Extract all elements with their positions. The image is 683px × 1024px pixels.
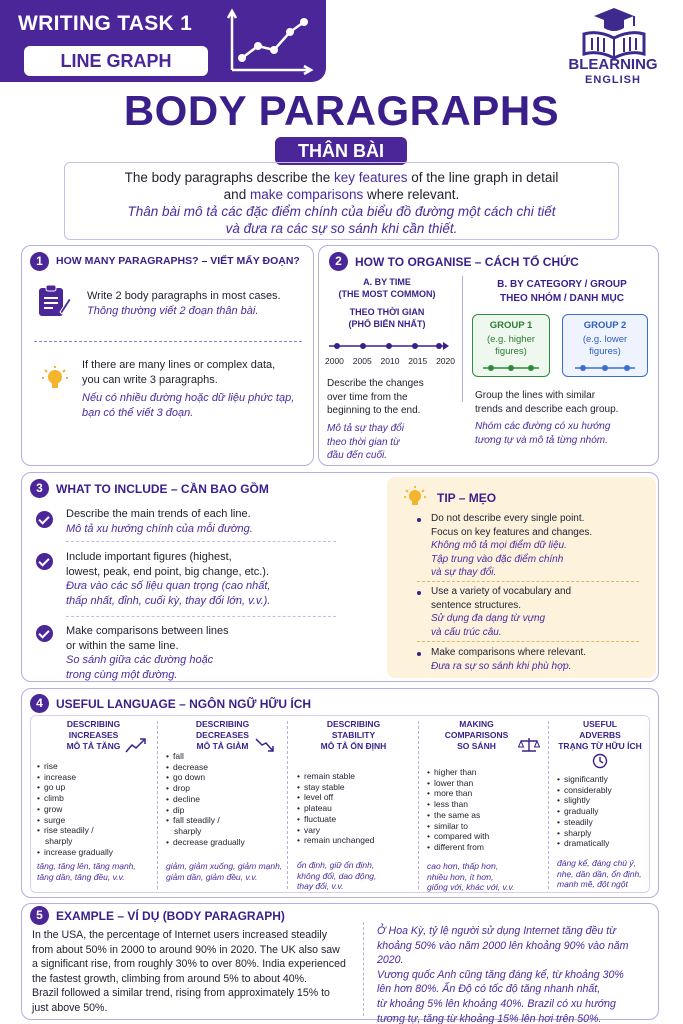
clipboard-pencil-icon	[36, 284, 72, 318]
word-list: • rise • increase • go up • climb • grow • surge • rise steadily / sharply • increase gradually	[37, 761, 113, 857]
intro-en-line1: The body paragraphs describe the key features of the line graph in detail	[124, 170, 559, 185]
tip-box	[387, 477, 656, 678]
word-list: • significantly • considerably • slightly • gradually • steadily • sharply • dramatically	[557, 774, 612, 849]
trend-up-icon	[125, 737, 147, 753]
section-title: HOW TO ORGANISE – CÁCH TỔ CHỨC	[355, 255, 579, 269]
tip-2: Use a variety of vocabulary and sentence structures. Sử dụng đa dạng từ vựng và cấu trúc câu.	[431, 586, 572, 638]
section-useful-language	[21, 688, 659, 898]
example-en: In the USA, the percentage of Internet users increased steadily from about 50% in 2000 to around 90% in 2020. The UK also saw a significant rise, from roughly 30% to over 80%. India experienced the fastest growth, climbing from around 5% to about 40%. Brazil followed a similar trend, rising from approximately 15% to just above 50%.	[32, 929, 346, 1014]
col-increases	[30, 719, 157, 893]
include-item-1: Describe the main trends of each line. Mô tả xu hướng chính của mỗi đường.	[66, 508, 253, 535]
section-number: 3	[30, 479, 49, 498]
word-list: • fall • decrease • go down • drop • decline • dip • fall steadily / sharply • decrease gradually	[166, 751, 245, 847]
bullet	[417, 652, 421, 656]
section-how-many-paragraphs	[21, 245, 314, 466]
col-vi: ổn định, giữ ổn định, không đổi, dao động, thay đổi, v.v.	[297, 860, 377, 892]
section-number: 4	[30, 694, 49, 713]
tip-1: Do not describe every single point. Focus on key features and changes. Không mô tả mọi điểm dữ liệu. Tập trung vào đặc điểm chính và sự thay đổi.	[431, 513, 593, 578]
divider	[417, 581, 639, 582]
divider	[363, 922, 364, 1016]
bullet	[417, 518, 421, 522]
col-vi: tăng, tăng lên, tăng mạnh, tăng dần, tăng đều, v.v.	[37, 861, 136, 882]
divider	[418, 721, 419, 889]
word-list: • higher than • lower than • more than • less than • the same as • similar to • compared with • different from	[427, 767, 489, 853]
intro-vi-line2: và đưa ra các sự so sánh khi cần thiết.	[225, 221, 458, 236]
bullet	[417, 591, 421, 595]
lightbulb-icon	[40, 364, 70, 394]
option-b-vi: Nhóm các đường có xu hướng tương tự và mô tả từng nhóm.	[475, 421, 611, 446]
intro-box	[64, 162, 619, 240]
page-title: BODY PARAGRAPHS	[123, 87, 560, 134]
s1-vi2a: Nếu có nhiều đường hoặc dữ liệu phức tạp,	[82, 392, 295, 404]
trend-down-icon	[255, 737, 275, 753]
include-item-3: Make comparisons between lines or within the same line. So sánh giữa các đường hoặc trong cùng một đường.	[66, 625, 229, 681]
option-a-heading: A. BY TIME (THE MOST COMMON) THEO THỜI GIAN (PHỔ BIẾN NHẤT)	[338, 277, 436, 329]
scales-icon	[518, 737, 540, 753]
s1-en1: Write 2 body paragraphs in most cases.	[87, 290, 281, 302]
col-decreases	[159, 719, 286, 893]
group-2-line-icon	[573, 364, 637, 372]
col-heading: DESCRIBING STABILITY MÔ TẢ ỔN ĐỊNH	[320, 719, 387, 751]
col-vi: cao hơn, thấp hơn, nhiều hơn, ít hơn, giống với, khác với, v.v.	[427, 861, 515, 893]
word-list: • remain stable • stay stable • level off • plateau • fluctuate • vary • remain unchanged	[297, 771, 374, 846]
group-2-card: GROUP 2 (e.g. lower figures)	[562, 314, 648, 377]
timeline-years: 2000 2005 2010 2015 2020	[325, 356, 455, 366]
include-item-2: Include important figures (highest, lowest, peak, end point, big change, etc.). Đưa vào các số liệu quan trọng (cao nhất, thấp nhất, đỉnh, cuối kỳ, thay đổi lớn, v.v.).	[66, 551, 271, 607]
s1-vi1: Thông thường viết 2 đoạn thân bài.	[87, 305, 259, 317]
tip-title: TIP – MẸO	[437, 491, 497, 505]
section-example	[21, 903, 659, 1024]
divider	[66, 541, 336, 542]
line-chart-icon	[224, 8, 314, 76]
intro-vi-line1: Thân bài mô tả các đặc điểm chính của biểu đồ đường một cách chi tiết	[127, 204, 556, 219]
divider	[548, 721, 549, 889]
s1-vi2b: bạn có thể viết 3 đoạn.	[82, 407, 194, 419]
section-title: USEFUL LANGUAGE – NGÔN NGỮ HỮU ÍCH	[56, 697, 312, 711]
s1-en2a: If there are many lines or complex data,	[82, 359, 276, 371]
col-comparisons	[420, 719, 547, 893]
clock-icon	[592, 753, 608, 769]
brand-sub: ENGLISH	[585, 74, 641, 86]
section-number: 2	[329, 252, 348, 271]
option-a-en: Describe the changes over time from the beginning to the end.	[327, 378, 424, 416]
col-heading: MAKING COMPARISONS SO SÁNH	[444, 719, 509, 751]
option-b-en: Group the lines with similar trends and describe each group.	[475, 390, 619, 415]
timeline	[327, 340, 451, 352]
check-icon	[36, 553, 53, 570]
intro-en-line2: and make comparisons where relevant.	[223, 187, 460, 202]
option-a-vi: Mô tả sự thay đổi theo thời gian từ đầu đến cuối.	[327, 423, 404, 461]
divider	[417, 641, 639, 642]
col-heading: DESCRIBING DECREASES MÔ TẢ GIẢM	[195, 719, 250, 751]
group-1-card: GROUP 1 (e.g. higher figures)	[472, 314, 550, 377]
divider	[157, 721, 158, 889]
tip-3: Make comparisons where relevant. Đưa ra sự so sánh khi phù hợp.	[431, 647, 587, 672]
check-icon	[36, 625, 53, 642]
divider	[34, 341, 302, 342]
divider	[462, 276, 463, 402]
section-title: EXAMPLE – VÍ DỤ (BODY PARAGRAPH)	[56, 909, 285, 923]
divider	[66, 616, 336, 617]
graduation-book-icon	[578, 4, 650, 60]
check-icon	[36, 511, 53, 528]
page-subtitle: THÂN BÀI	[275, 137, 407, 165]
col-heading: USEFUL ADVERBS TRẠNG TỪ HỮU ÍCH	[558, 719, 642, 751]
col-adverbs	[550, 719, 650, 893]
example-vi: Ở Hoa Kỳ, tỷ lệ người sử dụng Internet tăng đều từ khoảng 50% vào năm 2000 lên khoảng 90% vào năm 2020. Vương quốc Anh cũng tăng đáng kể, từ khoảng 30% lên hơn 80%. Ấn Độ có tốc độ tăng nhanh nhất, từ khoảng 5% lên khoảng 40%. Brazil có xu hướng tương tự, tăng từ khoảng 15% lên hơi trên 50%.	[377, 925, 629, 1024]
col-vi: giảm, giảm xuống, giảm mạnh, giảm dần, giảm đều, v.v.	[166, 861, 283, 882]
group-1-line-icon	[481, 364, 541, 372]
section-how-to-organise	[318, 245, 659, 466]
section-what-to-include	[21, 472, 659, 682]
section-number: 1	[30, 252, 49, 271]
option-b-heading: B. BY CATEGORY / GROUP THEO NHÓM / DANH MỤC	[497, 279, 627, 304]
header-title: WRITING TASK 1	[18, 12, 193, 35]
col-vi: đáng kể, đáng chú ý, nhẹ, dần dần, ổn định, mạnh mẽ, đột ngột	[557, 858, 642, 890]
col-heading: DESCRIBING INCREASES MÔ TẢ TĂNG	[66, 719, 121, 751]
brand-name: BLEARNING	[568, 56, 658, 73]
section-title: HOW MANY PARAGRAPHS? – VIẾT MẤY ĐOẠN?	[56, 255, 300, 267]
lightbulb-icon	[403, 485, 427, 509]
section-title: WHAT TO INCLUDE – CẦN BAO GỒM	[56, 482, 269, 496]
header-pill: LINE GRAPH	[24, 46, 208, 76]
s1-en2b: you can write 3 paragraphs.	[82, 374, 218, 386]
section-number: 5	[30, 906, 49, 925]
divider	[287, 721, 288, 889]
col-stability	[290, 719, 417, 893]
